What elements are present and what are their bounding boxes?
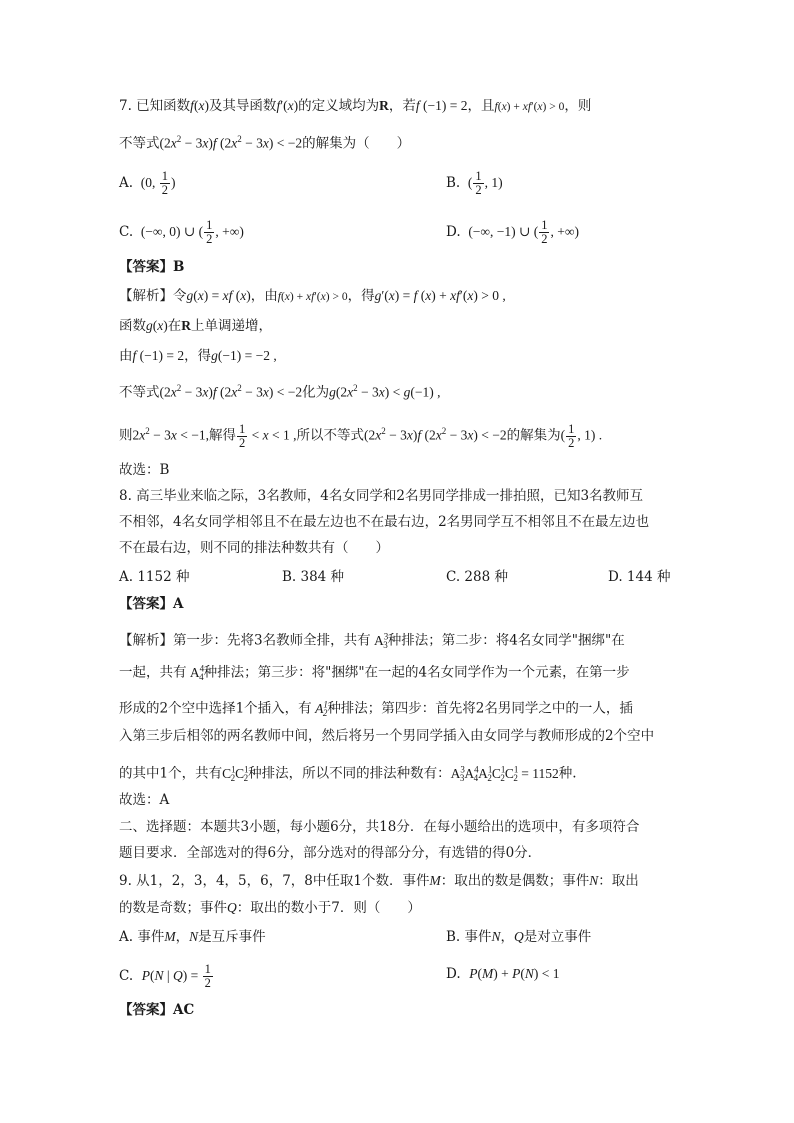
q7-stem-text: 的解集为（ ） bbox=[302, 135, 411, 152]
q9-answer: 【答案】AC bbox=[119, 1002, 195, 1018]
q8-solution-line-2: 一起，共有 $A^4_4$种排法；第三步：将"捆绑"在一起的4名女同学作为一个元素，在第一步 bbox=[119, 663, 630, 683]
q8-choice: 故选：A bbox=[119, 792, 170, 808]
q8-solution-line-1: 【解析】第一步：先将3名教师全排，共有 $A^3_3$种排法；第二步：将4名女同学"捆绑"在 bbox=[119, 631, 625, 651]
q7-solution-line-5: 则$2x^2 - 3x < -1$,解得 $\frac{1}{2}$ < x < 1 ,所以不等式$(2x^2 - 3x)f$ $(2x^2 - 3x) < -2$的解集为( $\frac{1}{2}$ , 1) . bbox=[119, 421, 603, 450]
q7-solution-line-1: 【解析】令g(x) = xf (x)，由f(x) + xf′(x) > 0，得g′(x) = f (x) + xf′(x) > 0 , bbox=[119, 288, 506, 304]
q7-stem-text: 7. 已知函数 bbox=[119, 98, 191, 114]
q8-option-c: C. 288 种 bbox=[446, 569, 508, 585]
q7-choice: 故选：B bbox=[119, 462, 170, 478]
q8-option-b: B. 384 种 bbox=[282, 569, 345, 585]
q7-stem-text: ，若 bbox=[388, 98, 416, 114]
q7-option-d: D. (−∞, −1) ∪ ( $\frac{1}{2}$ , +∞) bbox=[446, 218, 579, 246]
q8-stem-line-2: 不相邻，4名女同学相邻且不在最左边也不在最右边，2名男同学互不相邻且不在最左边也 bbox=[119, 514, 650, 530]
q9-stem-line-1: 9. 从1，2，3，4，5，6，7，8中任取1个数．事件M：取出的数是偶数；事件N：取出 bbox=[119, 873, 639, 889]
q8-option-a: A. 1152 种 bbox=[119, 569, 190, 585]
q7-stem-text: 的定义域均为 bbox=[298, 98, 380, 114]
q7-solution-line-3: 由f (−1) = 2，得g(−1) = −2 , bbox=[119, 348, 277, 364]
section2-heading-line-1: 二、选择题：本题共3小题，每小题6分，共18分．在每小题给出的选项中，有多项符合 bbox=[119, 819, 640, 835]
q9-option-a: A. 事件M，N是互斥事件 bbox=[119, 929, 266, 945]
q8-solution-line-4: 入第三步后相邻的两名教师中间，然后将另一个男同学插入由女同学与教师形成的2个空中 bbox=[119, 728, 655, 744]
q9-option-b: B. 事件N，Q是对立事件 bbox=[446, 929, 592, 945]
q7-solution-line-4: 不等式$(2x^2 - 3x)f$ $(2x^2 - 3x) < -2$化为$g(2x^2 - 3x) < g(-1)$ , bbox=[119, 383, 441, 401]
q8-stem-line-1: 8. 高三毕业来临之际，3名教师，4名女同学和2名男同学排成一排拍照，已知3名教师互 bbox=[119, 488, 644, 504]
q7-stem-text: 不等式 bbox=[119, 135, 160, 152]
q9-stem-line-2: 的数是奇数；事件Q：取出的数小于7．则（ ） bbox=[119, 900, 421, 916]
q7-answer: 【答案】B bbox=[119, 259, 185, 275]
q7-stem-line-2: 不等式$(2x^2 - 3x)f$ $(2x^2 - 3x) < -2$的解集为（ ） bbox=[119, 134, 411, 152]
q7-option-c: C. (−∞, 0) ∪ ( $\frac{1}{2}$ , +∞) bbox=[119, 218, 244, 246]
q8-answer: 【答案】A bbox=[119, 596, 184, 612]
q7-stem-text: ，且 bbox=[467, 98, 495, 114]
q7-option-b: B. ( $\frac{1}{2}$ , 1) bbox=[446, 169, 503, 197]
q7-stem-text: 及其导函数 bbox=[208, 98, 277, 114]
q8-option-d: D. 144 种 bbox=[608, 569, 671, 585]
q8-solution-line-3: 形成的2个空中选择1个插入，有 $A^1_2$种排法；第四步：首先将2名男同学之中的一人，插 bbox=[119, 699, 633, 719]
q7-option-a: A. (0, $\frac{1}{2}$ ) bbox=[119, 169, 176, 197]
q8-solution-line-5: 的其中1个，共有$C^1_2C^1_2$种排法，所以不同的排法种数有：$A^3_3A^4_4A^1_2C^1_2C^1_2 = 1152$种. bbox=[119, 764, 577, 784]
q8-stem-line-3: 不在最右边，则不同的排法种数共有（ ） bbox=[119, 540, 389, 556]
q7-stem-text: ，则 bbox=[564, 98, 592, 114]
section2-heading-line-2: 题目要求．全部选对的得6分，部分选对的得部分分，有选错的得0分． bbox=[119, 845, 542, 861]
q7-stem-line-1: 7. 已知函数f(x)及其导函数f′(x)的定义域均为R，若f (−1) = 2，且f(x) + xf′(x) > 0，则 bbox=[119, 98, 592, 114]
q9-option-c: C. P(N | Q) = $\frac{1}{2}$ bbox=[119, 962, 211, 990]
q7-solution-line-2: 函数g(x)在R上单调递增， bbox=[119, 318, 272, 334]
q9-option-d: D. P(M) + P(N) < 1 bbox=[446, 966, 560, 982]
